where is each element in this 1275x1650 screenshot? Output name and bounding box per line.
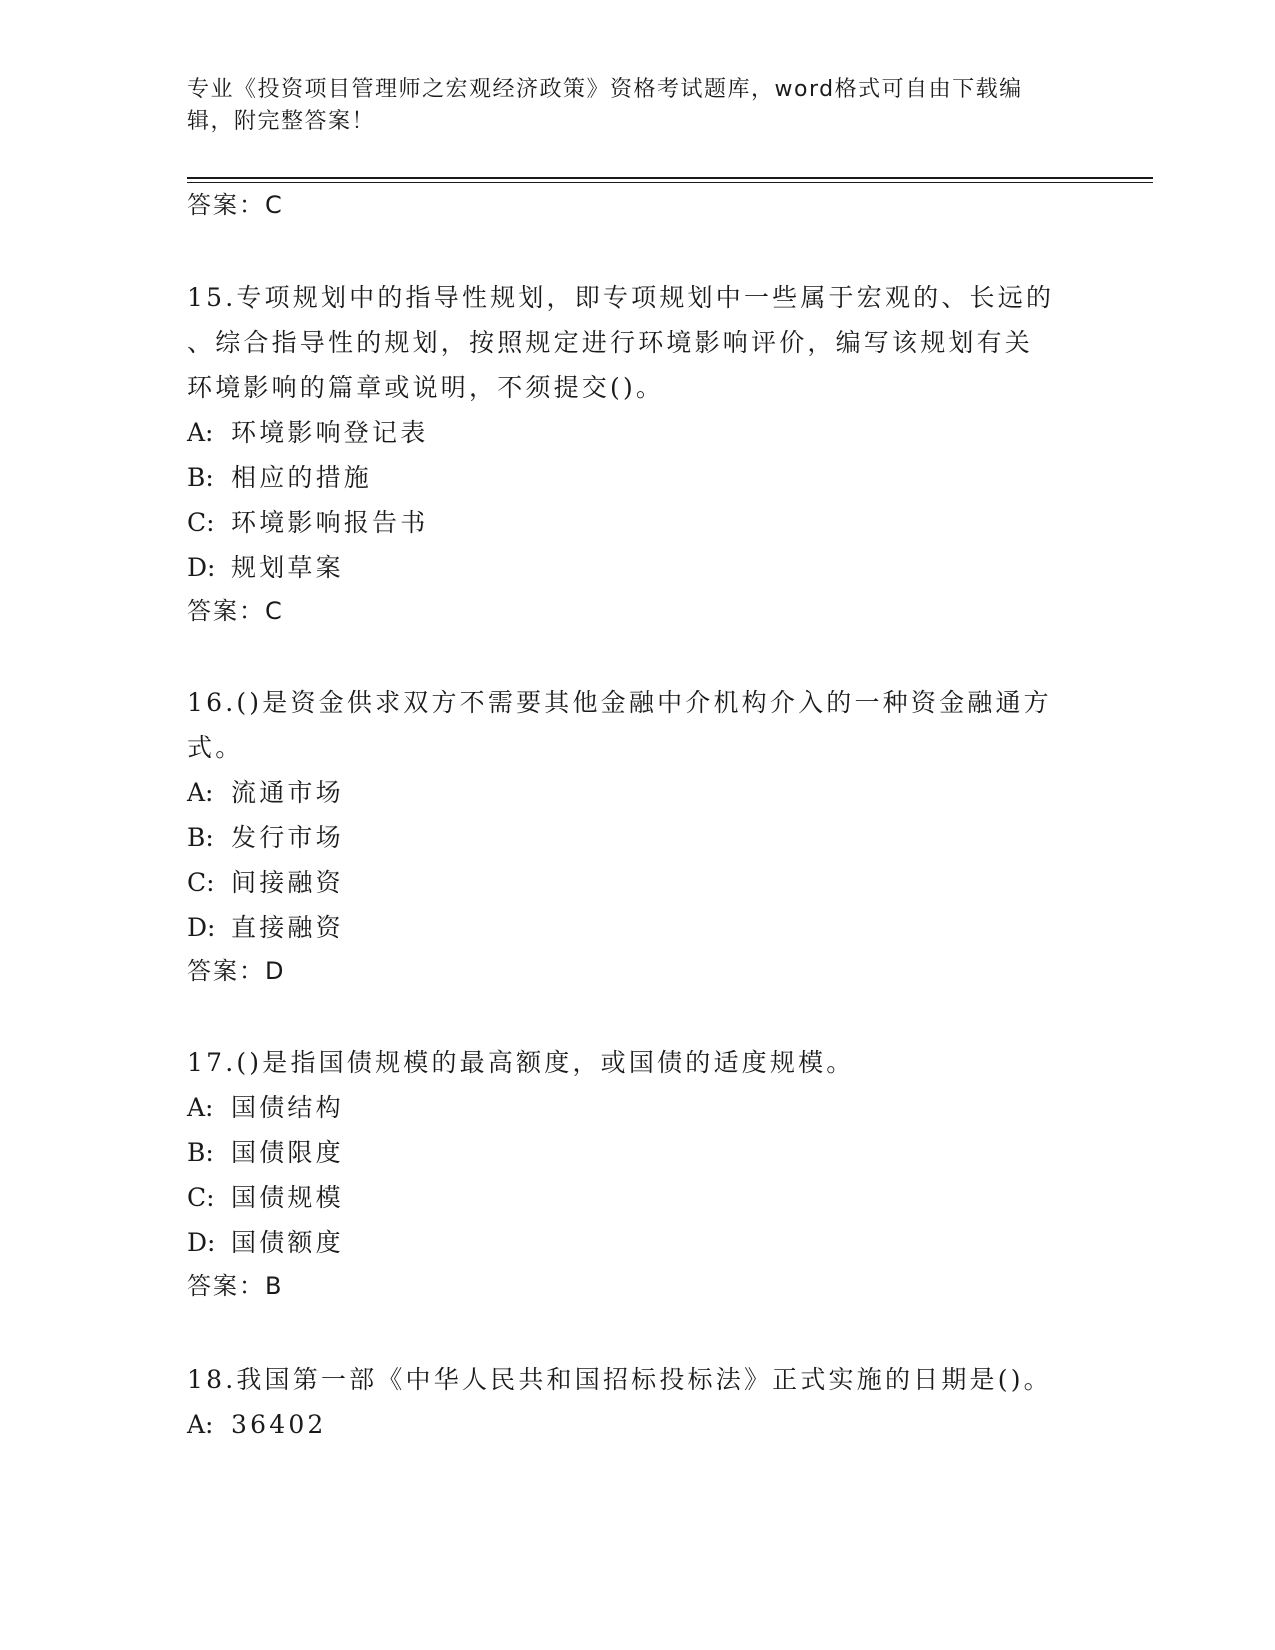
document-header — [187, 74, 1067, 138]
option-b — [187, 815, 1087, 860]
option-text: 36402 — [231, 1410, 327, 1439]
question-block-15 — [187, 275, 1087, 628]
question-line: 17.()是指国债规模的最高额度，或国债的适度规模。 — [187, 1048, 855, 1077]
option-b — [187, 455, 1087, 500]
option-letter: A: — [187, 418, 214, 447]
option-text: 环境影响报告书 — [231, 508, 429, 537]
option-text: 间接融资 — [231, 868, 344, 897]
option-d — [187, 1220, 1087, 1265]
option-letter: B: — [187, 1138, 214, 1167]
option-letter: A: — [187, 1410, 214, 1439]
option-c — [187, 1175, 1087, 1220]
option-text: 发行市场 — [231, 823, 344, 852]
option-a — [187, 1085, 1087, 1130]
question-block-16 — [187, 680, 1087, 988]
option-text: 直接融资 — [231, 913, 344, 942]
option-letter: C: — [187, 508, 215, 537]
option-text: 环境影响登记表 — [231, 418, 429, 447]
option-letter: B: — [187, 823, 214, 852]
question-block-17 — [187, 1040, 1087, 1303]
answer-line: 答案：D — [187, 957, 286, 985]
question-line: 15.专项规划中的指导性规划，即专项规划中一些属于宏观的、长远的 — [187, 283, 1055, 312]
option-text: 国债限度 — [231, 1138, 344, 1167]
question-line: 、综合指导性的规划，按照规定进行环境影响评价，编写该规划有关 — [187, 328, 1034, 357]
option-d — [187, 545, 1087, 590]
option-text: 国债结构 — [231, 1093, 344, 1122]
option-text: 国债额度 — [231, 1228, 344, 1257]
option-letter: D: — [187, 1228, 216, 1257]
option-text: 流通市场 — [231, 778, 344, 807]
option-letter: A: — [187, 1093, 214, 1122]
option-d — [187, 905, 1087, 950]
question-block-18 — [187, 1357, 1087, 1447]
option-b — [187, 1130, 1087, 1175]
header-rule-thick — [187, 177, 1153, 179]
question-line: 16.()是资金供求双方不需要其他金融中介机构介入的一种资金融通方 — [187, 688, 1052, 717]
question-line: 18.我国第一部《中华人民共和国招标投标法》正式实施的日期是()。 — [187, 1365, 1052, 1394]
option-letter: B: — [187, 463, 214, 492]
question-line: 式。 — [187, 733, 244, 762]
option-text: 相应的措施 — [231, 463, 373, 492]
question-line: 环境影响的篇章或说明，不须提交()。 — [187, 373, 665, 402]
option-a — [187, 770, 1087, 815]
option-letter: C: — [187, 868, 215, 897]
option-letter: C: — [187, 1183, 215, 1212]
header-line-1: 专业《投资项目管理师之宏观经济政策》资格考试题库，word格式可自由下载编 — [187, 77, 1023, 102]
option-text: 规划草案 — [231, 553, 344, 582]
option-letter: D: — [187, 913, 216, 942]
answer-line: 答案：C — [187, 191, 284, 219]
option-c — [187, 500, 1087, 545]
option-text: 国债规模 — [231, 1183, 344, 1212]
answer-line: 答案：B — [187, 1272, 284, 1300]
option-c — [187, 860, 1087, 905]
option-letter: D: — [187, 553, 216, 582]
option-a — [187, 410, 1087, 455]
option-a — [187, 1402, 1087, 1447]
option-letter: A: — [187, 778, 214, 807]
answer-line: 答案：C — [187, 597, 284, 625]
header-line-2: 辑，附完整答案！ — [187, 109, 376, 134]
header-rule-thin — [187, 182, 1153, 183]
